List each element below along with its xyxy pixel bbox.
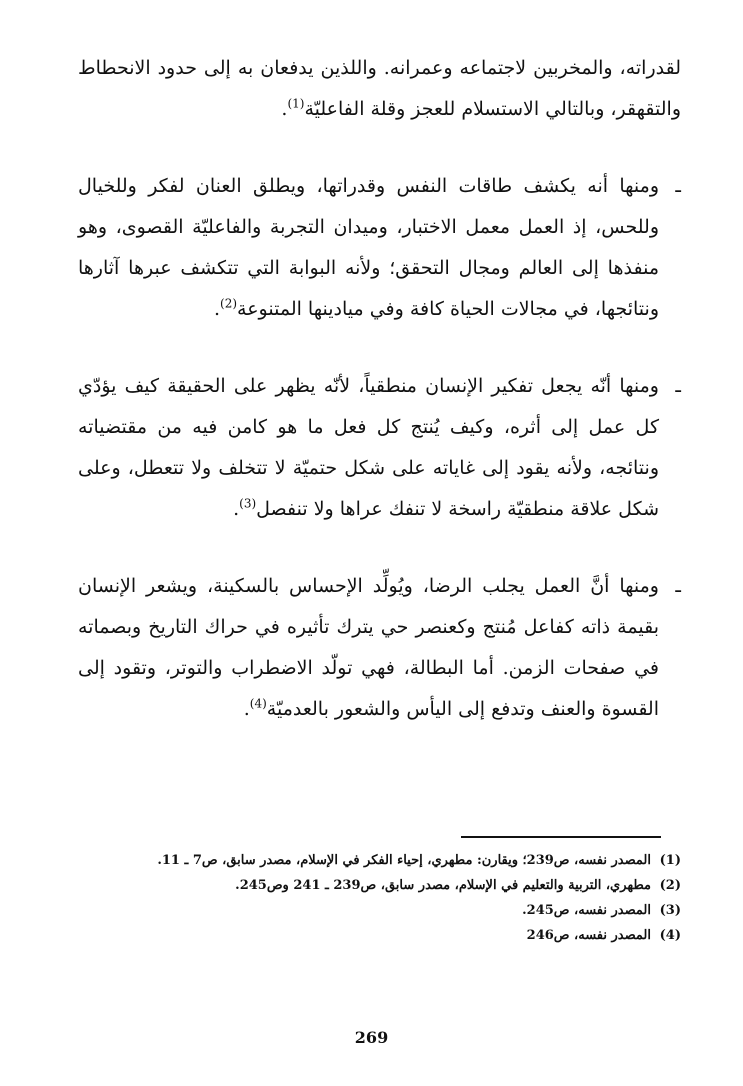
- footnote: [78, 873, 681, 898]
- footnote: [78, 898, 681, 923]
- paragraph-end: .: [243, 698, 250, 720]
- footnote: [78, 848, 681, 873]
- paragraph-continuation: [78, 48, 681, 130]
- footnotes: [78, 848, 681, 948]
- bullet-dash: ـ: [675, 375, 681, 397]
- paragraph-text: ومنها أنّه يجعل تفكير الإنسان منطقياً، لأنّه يظهر على الحقيقة كيف يؤدّي كل عمل إلى أثره، وكيف يُنتج كل فعل ما هو كامن فيه من مقتضياته ونتائجه، ولأنه يقود إلى غاياته على شكل حتميّة لا تتخلف ولا تتعطل، وعلى شكل علاقة منطقيّة راسخة لا تنفك عراها ولا تنفصل: [78, 375, 659, 520]
- book-page-body: [78, 48, 681, 766]
- footnote-text: المصدر نفسه، ص246: [526, 928, 651, 943]
- paragraph-end: .: [281, 98, 288, 120]
- paragraph-text: لقدراته، والمخربين لاجتماعه وعمرانه. واللذين يدفعان به إلى حدود الانحطاط والتقهقر، وبالتالي الاستسلام للعجز وقلة الفاعليّة: [78, 57, 681, 120]
- footnote-text: مطهري، التربية والتعليم في الإسلام، مصدر سابق، ص239 ـ 241 وص245.: [235, 878, 651, 893]
- footnote-reference: (3): [239, 496, 257, 511]
- list-item: [78, 366, 681, 530]
- footnote-number: (1): [659, 853, 681, 868]
- footnote-reference: (1): [287, 96, 305, 111]
- paragraph-end: .: [233, 498, 240, 520]
- footnote-number: (3): [659, 903, 681, 918]
- footnote-reference: (2): [220, 296, 238, 311]
- paragraph-text: ومنها أنه يكشف طاقات النفس وقدراتها، ويطلق العنان لفكر وللخيال وللحس، إذ العمل معمل الاختبار، وميدان التجربة والفاعليّة القصوى، وهو منفذها إلى العالم ومجال التحقق؛ ولأنه البوابة التي تتكشف عبرها آثارها ونتائجها، في مجالات الحياة كافة وفي ميادينها المتنوعة: [78, 175, 659, 320]
- footnote-number: (2): [659, 878, 681, 893]
- paragraph-end: .: [213, 298, 221, 320]
- list-item: [78, 166, 681, 330]
- footnote-reference: (4): [249, 696, 267, 711]
- footnote-text: المصدر نفسه، ص239؛ ويقارن: مطهري، إحياء الفكر في الإسلام، مصدر سابق، ص7 ـ 11.: [157, 853, 651, 868]
- footnote: [78, 923, 681, 948]
- list-item: [78, 566, 681, 730]
- page-number: 269: [354, 1028, 389, 1047]
- bullet-dash: ـ: [675, 575, 681, 597]
- paragraph-text: ومنها أنَّ العمل يجلب الرضا، ويُولِّد الإحساس بالسكينة، ويشعر الإنسان بقيمة ذاته كفاعل مُنتج وكعنصر حي يترك تأثيره في حراك التاريخ وبصماته في صفحات الزمن. أما البطالة، فهي تولّد الاضطراب والتوتر، وتقود إلى القسوة والعنف وتدفع إلى اليأس والشعور بالعدميّة: [78, 575, 659, 720]
- footnote-number: (4): [659, 928, 681, 943]
- bullet-dash: ـ: [675, 175, 681, 197]
- footnote-separator: [461, 836, 661, 838]
- footnote-text: المصدر نفسه، ص245.: [522, 903, 651, 918]
